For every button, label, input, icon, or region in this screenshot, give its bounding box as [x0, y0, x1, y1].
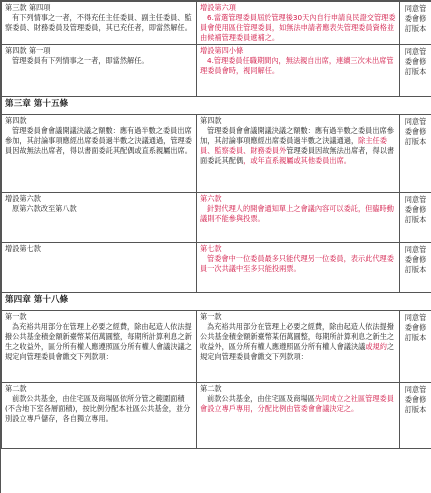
- table-row: [2, 243, 431, 293]
- remark-line: 委會修: [404, 205, 427, 214]
- original-clause-cell: [2, 45, 197, 97]
- clause-text: 前款公共基金，由住宅區及商場區依所分管之範圍面積(不含地下室各層面積)，按比例分配本社區公共基金，並分別設立專戶儲存，各自獨立專用。: [5, 394, 191, 423]
- remark-line: 訂版本: [404, 67, 427, 76]
- original-clause-cell: [2, 243, 197, 293]
- table-row: [2, 311, 431, 383]
- clause-text-amended: 先同成立之社區管理委員會設立專戶專用，分配比例由管委會會議決定之。: [200, 394, 394, 413]
- clause-text: 管理委員會會議開議決議之額數：應有過半數之委員出席參加，其討論事項應經出席委員過半數之決議通過，管理委員因故無法出席者，得以書面委託其配偶或直系親屬出席。: [5, 126, 192, 155]
- section-heading: 第三章 第十五條: [2, 97, 431, 115]
- revised-clause-cell: [197, 311, 400, 383]
- clause-heading: 第四款: [5, 116, 27, 125]
- remark-line: 同意管: [404, 195, 427, 204]
- clause-heading: 增設第七款: [5, 244, 41, 253]
- original-clause-cell: [2, 115, 197, 193]
- clause-text-unchanged: 管理委員會會議開議決議之額數：應有過半數之委員出席參加，其討論事項應經出席委員過半數之決議通過，: [200, 126, 394, 145]
- clause-text: 管委會中一位委員最多只能代理另一位委員，表示此代理委員一次共議中至多只能投兩票。: [200, 254, 394, 273]
- remark-cell: [400, 115, 431, 193]
- clause-heading: 第二款: [200, 384, 222, 393]
- original-clause-cell: [2, 383, 197, 449]
- table-row: [2, 193, 431, 243]
- clause-text: [200, 394, 396, 414]
- clause-heading: 第一款: [200, 312, 222, 321]
- clause-text: 原第六款改至第八款: [12, 204, 77, 213]
- remark-line: 委會修: [404, 14, 427, 23]
- remark-line: 訂版本: [404, 137, 427, 146]
- clause-text: 4.管理委員任職期間內，無法親自出席，連續三次未出席管理委員會時，視同解任。: [200, 56, 394, 75]
- clause-text: 為充裕共用部分在管理上必要之經費，除由起造人依法提撥公共基金積金額新臺幣某佰萬圓整，每期所計算利息之新生之收益外，區分所有權人應遵照區分所有權人會議決議之規定向管理委員會繳交下列款項：: [5, 322, 192, 361]
- remark-cell: [400, 45, 431, 97]
- remark-cell: [400, 243, 431, 293]
- section-heading: 第四章 第十八條: [2, 293, 431, 311]
- remark-line: 同意管: [404, 117, 427, 126]
- clause-heading: 第三款 第四項: [5, 3, 51, 12]
- clause-heading: 第七款: [200, 244, 222, 253]
- original-clause-cell: [2, 193, 197, 243]
- remark-line: 委會修: [404, 57, 427, 66]
- clause-text: 有下列情事之一者，不得充任主任委員、副主任委員、監察委員、財務委員及管理委員，其已充任者，即當然解任。: [5, 13, 192, 32]
- clause-text-amended: ，或年直系親屬或其他委員出席。: [243, 156, 351, 165]
- clause-heading: 第一款: [5, 312, 27, 321]
- remark-line: 同意管: [404, 385, 427, 394]
- revised-clause-cell: [197, 383, 400, 449]
- revised-clause-cell: [197, 45, 400, 97]
- remark-line: 訂版本: [404, 24, 427, 33]
- revised-clause-cell: [197, 193, 400, 243]
- section-heading-row: [2, 97, 431, 115]
- clause-heading: 第二款: [5, 384, 27, 393]
- original-clause-cell: [2, 311, 197, 383]
- clause-heading: 增設第六項: [200, 3, 236, 12]
- remark-line: 訂版本: [404, 333, 427, 342]
- original-clause-cell: [2, 2, 197, 45]
- remark-line: 同意管: [404, 4, 427, 13]
- revised-clause-cell: [197, 115, 400, 193]
- clause-heading: 第四款 第一項: [5, 46, 51, 55]
- remark-line: 同意管: [404, 245, 427, 254]
- remark-cell: [400, 383, 431, 449]
- clause-text: 針對代理人的開會通知單上之會議內容可以委託，但臨時動議則不能參與投票。: [200, 204, 394, 223]
- clause-text-amended: 除主任委員、監察委員、財務委員外: [200, 136, 387, 155]
- clause-text: [200, 126, 396, 166]
- remark-line: 同意管: [404, 313, 427, 322]
- revised-clause-cell: [197, 243, 400, 293]
- clause-text-unchanged: 為充裕共用部分在管理上必要之經費，除由起造人依法提撥公共基金積金額新臺幣某佰萬圓整，每期所計算利息之新生之收益外，區分所有權人應遵照區分所有權人會議決議: [200, 322, 395, 351]
- remark-line: 委會修: [404, 255, 427, 264]
- remark-line: 訂版本: [404, 265, 427, 274]
- table-row: [2, 2, 431, 45]
- clause-text-unchanged: 之規定向管理委員會繳交下列款項：: [200, 342, 395, 361]
- remark-line: 同意管: [404, 47, 427, 56]
- clause-text-unchanged: 管理委員因故無法出席者，得以書面委託其配偶: [200, 146, 395, 165]
- clause-text: [200, 322, 396, 362]
- clause-text: 管理委員有下列情事之一者，即當然解任。: [12, 56, 149, 65]
- clause-heading: 增設第四小條: [200, 46, 244, 55]
- clause-text-unchanged: 前款公共基金，由住宅區及商場區: [207, 394, 315, 403]
- remark-line: 委會修: [404, 323, 427, 332]
- clause-heading: 第四款: [200, 116, 222, 125]
- remark-cell: [400, 311, 431, 383]
- table-row: [2, 115, 431, 193]
- remark-cell: [400, 2, 431, 45]
- revised-clause-cell: [197, 2, 400, 45]
- comparison-table: [1, 1, 431, 449]
- remark-line: 委會修: [404, 127, 427, 136]
- remark-cell: [400, 193, 431, 243]
- clause-heading: 增設第六款: [5, 194, 41, 203]
- clause-heading: 第六款: [200, 194, 222, 203]
- remark-line: 訂版本: [404, 405, 427, 414]
- remark-line: 訂版本: [404, 215, 427, 224]
- remark-line: 委會修: [404, 395, 427, 404]
- table-row: [2, 383, 431, 449]
- section-heading-row: [2, 293, 431, 311]
- clause-text-amended: 或規約: [365, 342, 387, 351]
- clause-text: 6.當選管理委員屆於管理後30天內自行申請良民證交管理委員會使用區住管理委員，如無法申請者應表失管理委員資格並由候補管理委員遞補之。: [200, 13, 396, 42]
- table-row: [2, 45, 431, 97]
